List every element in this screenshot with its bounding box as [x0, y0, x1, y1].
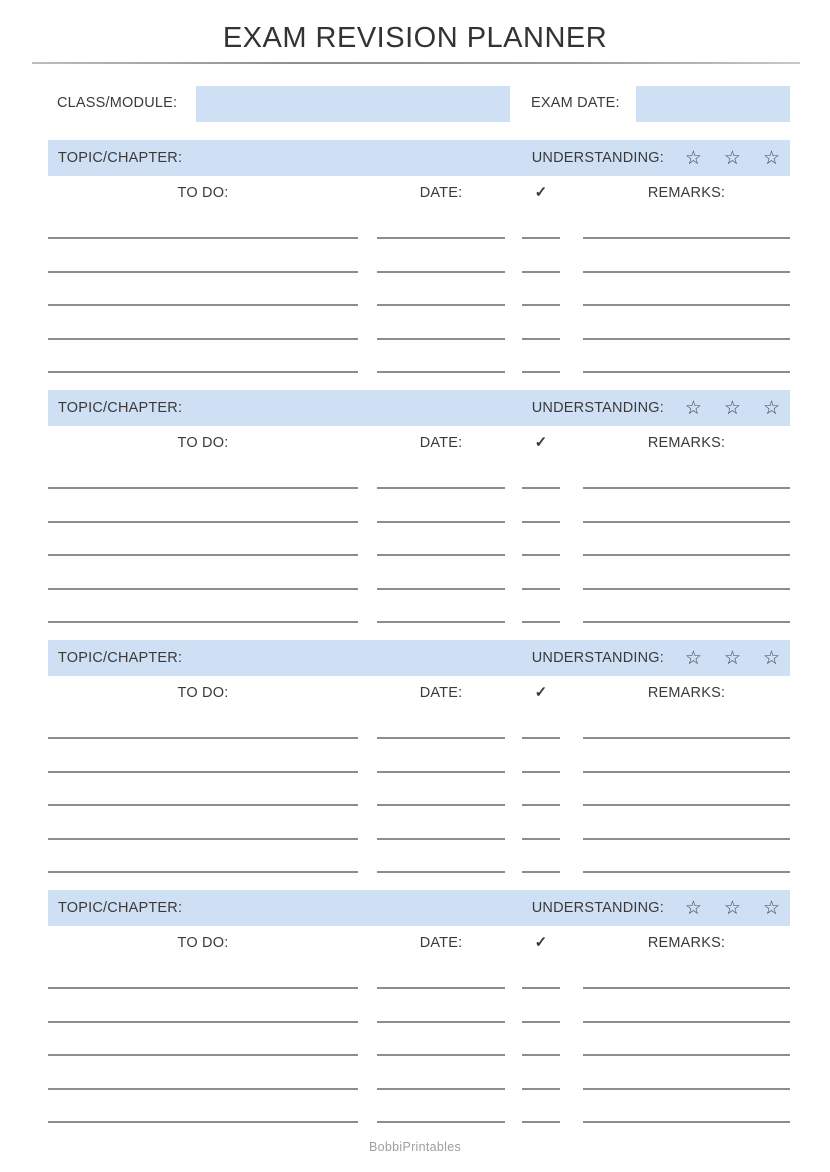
remarks-write-line[interactable]: [583, 838, 790, 840]
planner-row: [0, 304, 830, 306]
date-write-line[interactable]: [377, 838, 505, 840]
planner-row: [0, 1054, 830, 1056]
planner-row: [0, 987, 830, 989]
todo-write-line[interactable]: [48, 588, 358, 590]
column-header-remarks: REMARKS:: [647, 935, 726, 951]
exam-date-label: EXAM DATE:: [531, 95, 620, 111]
planner-row: [0, 271, 830, 273]
topic-chapter-label: TOPIC/CHAPTER:: [58, 150, 183, 166]
column-header-todo: TO DO:: [177, 935, 229, 951]
planner-row: [0, 621, 830, 623]
planner-row: [0, 737, 830, 739]
understanding-label: UNDERSTANDING:: [531, 900, 664, 916]
date-write-line[interactable]: [377, 237, 505, 239]
date-write-line[interactable]: [377, 487, 505, 489]
remarks-write-line[interactable]: [583, 987, 790, 989]
date-write-line[interactable]: [377, 621, 505, 623]
column-headers: [0, 680, 830, 706]
date-write-line[interactable]: [377, 771, 505, 773]
star-icon[interactable]: ☆: [762, 647, 780, 669]
remarks-write-line[interactable]: [583, 237, 790, 239]
star-icon[interactable]: ☆: [723, 397, 741, 419]
info-row: [0, 84, 830, 124]
todo-write-line[interactable]: [48, 521, 358, 523]
understanding-rating[interactable]: [685, 140, 780, 176]
star-icon[interactable]: ☆: [684, 397, 702, 419]
column-header-todo: TO DO:: [177, 685, 229, 701]
remarks-write-line[interactable]: [583, 304, 790, 306]
check-write-line[interactable]: [522, 621, 560, 623]
check-write-line[interactable]: [522, 237, 560, 239]
date-write-line[interactable]: [377, 804, 505, 806]
planner-row: [0, 237, 830, 239]
check-write-line[interactable]: [522, 1054, 560, 1056]
footer-credit: BobbiPrintables: [368, 1140, 462, 1154]
column-header-date: DATE:: [419, 685, 463, 701]
check-write-line[interactable]: [522, 588, 560, 590]
todo-write-line[interactable]: [48, 487, 358, 489]
date-write-line[interactable]: [377, 871, 505, 873]
remarks-write-line[interactable]: [583, 1021, 790, 1023]
understanding-rating[interactable]: [685, 640, 780, 676]
understanding-rating[interactable]: [685, 890, 780, 926]
star-icon[interactable]: ☆: [723, 647, 741, 669]
date-write-line[interactable]: [377, 371, 505, 373]
remarks-write-line[interactable]: [583, 588, 790, 590]
remarks-write-line[interactable]: [583, 554, 790, 556]
star-icon[interactable]: ☆: [762, 397, 780, 419]
understanding-rating[interactable]: [685, 390, 780, 426]
exam-date-input[interactable]: [636, 86, 790, 122]
planner-row: [0, 487, 830, 489]
todo-write-line[interactable]: [48, 1088, 358, 1090]
column-header-date: DATE:: [419, 935, 463, 951]
check-write-line[interactable]: [522, 987, 560, 989]
date-write-line[interactable]: [377, 1054, 505, 1056]
planner-row: [0, 838, 830, 840]
column-headers: [0, 930, 830, 956]
remarks-write-line[interactable]: [583, 487, 790, 489]
check-write-line[interactable]: [522, 1121, 560, 1123]
todo-write-line[interactable]: [48, 1054, 358, 1056]
planner-row: [0, 371, 830, 373]
remarks-write-line[interactable]: [583, 1054, 790, 1056]
column-header-remarks: REMARKS:: [647, 435, 726, 451]
todo-write-line[interactable]: [48, 621, 358, 623]
todo-write-line[interactable]: [48, 237, 358, 239]
check-write-line[interactable]: [522, 838, 560, 840]
column-header-todo: TO DO:: [177, 185, 229, 201]
remarks-write-line[interactable]: [583, 271, 790, 273]
planner-row: [0, 871, 830, 873]
column-headers: [0, 180, 830, 206]
title-divider: [32, 62, 800, 64]
column-header-check: ✓: [534, 934, 548, 951]
planner-row: [0, 521, 830, 523]
star-icon[interactable]: ☆: [723, 897, 741, 919]
date-write-line[interactable]: [377, 338, 505, 340]
planner-section: [0, 890, 830, 1155]
remarks-write-line[interactable]: [583, 771, 790, 773]
column-header-check: ✓: [534, 434, 548, 451]
check-write-line[interactable]: [522, 487, 560, 489]
todo-write-line[interactable]: [48, 987, 358, 989]
class-module-input[interactable]: [196, 86, 510, 122]
check-write-line[interactable]: [522, 521, 560, 523]
todo-write-line[interactable]: [48, 554, 358, 556]
planner-row: [0, 1021, 830, 1023]
section-header-band[interactable]: [48, 390, 790, 426]
todo-write-line[interactable]: [48, 871, 358, 873]
date-write-line[interactable]: [377, 1021, 505, 1023]
todo-write-line[interactable]: [48, 771, 358, 773]
column-header-date: DATE:: [419, 435, 463, 451]
check-write-line[interactable]: [522, 304, 560, 306]
star-icon[interactable]: ☆: [762, 897, 780, 919]
planner-section: [0, 140, 830, 405]
check-write-line[interactable]: [522, 1088, 560, 1090]
check-write-line[interactable]: [522, 554, 560, 556]
date-write-line[interactable]: [377, 554, 505, 556]
column-headers: [0, 430, 830, 456]
remarks-write-line[interactable]: [583, 1121, 790, 1123]
remarks-write-line[interactable]: [583, 521, 790, 523]
star-icon[interactable]: ☆: [684, 147, 702, 169]
remarks-write-line[interactable]: [583, 338, 790, 340]
planner-row: [0, 804, 830, 806]
topic-chapter-label: TOPIC/CHAPTER:: [58, 650, 183, 666]
understanding-label: UNDERSTANDING:: [531, 150, 664, 166]
column-header-remarks: REMARKS:: [647, 185, 726, 201]
check-write-line[interactable]: [522, 737, 560, 739]
date-write-line[interactable]: [377, 987, 505, 989]
remarks-write-line[interactable]: [583, 621, 790, 623]
check-write-line[interactable]: [522, 1021, 560, 1023]
planner-row: [0, 771, 830, 773]
remarks-write-line[interactable]: [583, 804, 790, 806]
topic-chapter-label: TOPIC/CHAPTER:: [58, 900, 183, 916]
todo-write-line[interactable]: [48, 838, 358, 840]
date-write-line[interactable]: [377, 1121, 505, 1123]
planner-row: [0, 588, 830, 590]
star-icon[interactable]: ☆: [723, 147, 741, 169]
section-header-band[interactable]: [48, 890, 790, 926]
check-write-line[interactable]: [522, 871, 560, 873]
remarks-write-line[interactable]: [583, 737, 790, 739]
remarks-write-line[interactable]: [583, 1088, 790, 1090]
remarks-write-line[interactable]: [583, 871, 790, 873]
page-title: EXAM REVISION PLANNER: [222, 22, 608, 54]
date-write-line[interactable]: [377, 304, 505, 306]
date-write-line[interactable]: [377, 521, 505, 523]
star-icon[interactable]: ☆: [762, 147, 780, 169]
planner-row: [0, 1121, 830, 1123]
todo-write-line[interactable]: [48, 1021, 358, 1023]
check-write-line[interactable]: [522, 371, 560, 373]
check-write-line[interactable]: [522, 804, 560, 806]
understanding-label: UNDERSTANDING:: [531, 400, 664, 416]
column-header-date: DATE:: [419, 185, 463, 201]
column-header-check: ✓: [534, 184, 548, 201]
star-icon[interactable]: ☆: [684, 647, 702, 669]
column-header-remarks: REMARKS:: [647, 685, 726, 701]
section-header-band[interactable]: [48, 640, 790, 676]
date-write-line[interactable]: [377, 271, 505, 273]
todo-write-line[interactable]: [48, 371, 358, 373]
date-write-line[interactable]: [377, 1088, 505, 1090]
topic-chapter-label: TOPIC/CHAPTER:: [58, 400, 183, 416]
planner-row: [0, 338, 830, 340]
column-header-todo: TO DO:: [177, 435, 229, 451]
section-header-band[interactable]: [48, 140, 790, 176]
todo-write-line[interactable]: [48, 304, 358, 306]
todo-write-line[interactable]: [48, 338, 358, 340]
check-write-line[interactable]: [522, 771, 560, 773]
column-header-check: ✓: [534, 684, 548, 701]
planner-section: [0, 640, 830, 905]
todo-write-line[interactable]: [48, 1121, 358, 1123]
todo-write-line[interactable]: [48, 737, 358, 739]
check-write-line[interactable]: [522, 338, 560, 340]
star-icon[interactable]: ☆: [684, 897, 702, 919]
planner-row: [0, 554, 830, 556]
check-write-line[interactable]: [522, 271, 560, 273]
planner-section: [0, 390, 830, 655]
todo-write-line[interactable]: [48, 271, 358, 273]
understanding-label: UNDERSTANDING:: [531, 650, 664, 666]
todo-write-line[interactable]: [48, 804, 358, 806]
date-write-line[interactable]: [377, 737, 505, 739]
remarks-write-line[interactable]: [583, 371, 790, 373]
class-module-label: CLASS/MODULE:: [57, 95, 178, 111]
planner-row: [0, 1088, 830, 1090]
date-write-line[interactable]: [377, 588, 505, 590]
